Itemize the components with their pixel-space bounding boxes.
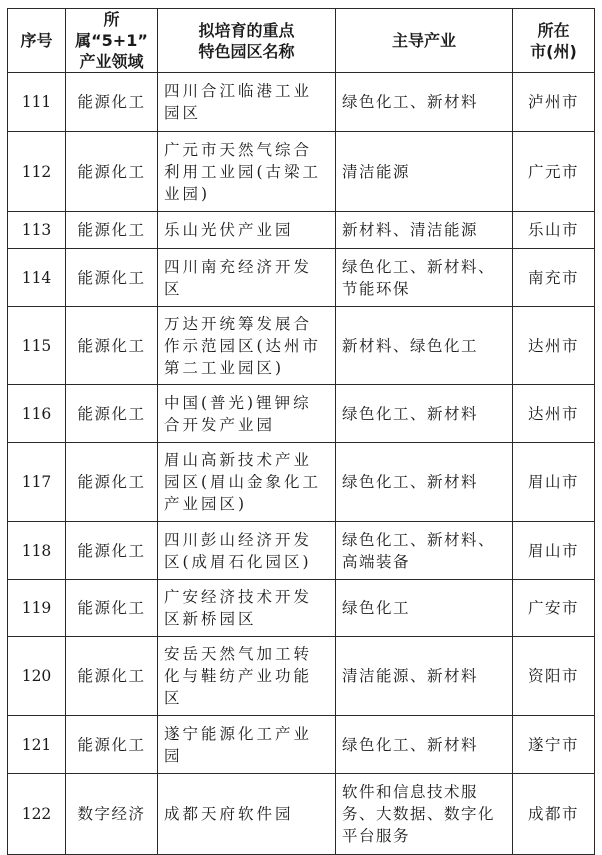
row-park-name: 成都天府软件园: [158, 774, 336, 855]
row-number: 115: [8, 307, 66, 385]
row-park-name: 四川南充经济开发区: [158, 249, 336, 307]
row-domain: 能源化工: [66, 307, 158, 385]
row-industry: 绿色化工、新材料、高端装备: [336, 522, 513, 580]
row-industry: 新材料、清洁能源: [336, 212, 513, 249]
row-industry: 绿色化工、新材料: [336, 73, 513, 132]
row-city: 眉山市: [513, 522, 595, 580]
row-city: 广元市: [513, 132, 595, 212]
row-domain: 能源化工: [66, 132, 158, 212]
table-row: [8, 637, 595, 716]
row-number: 118: [8, 522, 66, 580]
table-header-row: [8, 9, 595, 73]
table-row: [8, 774, 595, 855]
header-city-line2: 市(州): [530, 41, 577, 61]
row-number: 116: [8, 385, 66, 443]
row-domain: 数字经济: [66, 774, 158, 855]
row-industry: 绿色化工、新材料: [336, 716, 513, 774]
header-city-line1: 所在: [537, 20, 570, 40]
row-industry: 软件和信息技术服务、大数据、数字化平台服务: [336, 774, 513, 855]
row-city: 成都市: [513, 774, 595, 855]
row-domain: 能源化工: [66, 580, 158, 637]
table-row: [8, 132, 595, 212]
table-row: [8, 73, 595, 132]
row-domain: 能源化工: [66, 212, 158, 249]
header-park-line1: 拟培育的重点: [198, 20, 295, 40]
row-park-name: 乐山光伏产业园: [158, 212, 336, 249]
row-industry: 清洁能源: [336, 132, 513, 212]
row-domain: 能源化工: [66, 73, 158, 132]
row-number: 122: [8, 774, 66, 855]
row-domain: 能源化工: [66, 443, 158, 522]
header-park: [158, 9, 336, 73]
row-domain: 能源化工: [66, 385, 158, 443]
header-domain-line1: 所属“5+1”: [75, 10, 148, 50]
header-domain: [66, 9, 158, 73]
header-index: 序号: [8, 9, 66, 73]
row-city: 达州市: [513, 385, 595, 443]
row-number: 113: [8, 212, 66, 249]
row-city: 眉山市: [513, 443, 595, 522]
row-number: 121: [8, 716, 66, 774]
table-row: [8, 522, 595, 580]
row-park-name: 中国(普光)锂钾综合开发产业园: [158, 385, 336, 443]
row-domain: 能源化工: [66, 637, 158, 716]
header-city: [513, 9, 595, 73]
row-park-name: 广元市天然气综合利用工业园(古梁工业园): [158, 132, 336, 212]
row-industry: 绿色化工: [336, 580, 513, 637]
row-number: 112: [8, 132, 66, 212]
row-domain: 能源化工: [66, 716, 158, 774]
table-row: [8, 443, 595, 522]
header-park-line2: 特色园区名称: [198, 41, 295, 61]
row-industry: 绿色化工、新材料: [336, 443, 513, 522]
row-industry: 清洁能源、新材料: [336, 637, 513, 716]
header-domain-line2: 产业领域: [79, 52, 144, 71]
table-row: [8, 249, 595, 307]
row-city: 资阳市: [513, 637, 595, 716]
row-park-name: 眉山高新技术产业园区(眉山金象化工产业园区): [158, 443, 336, 522]
row-domain: 能源化工: [66, 249, 158, 307]
row-number: 117: [8, 443, 66, 522]
row-city: 泸州市: [513, 73, 595, 132]
row-park-name: 四川合江临港工业园区: [158, 73, 336, 132]
row-number: 111: [8, 73, 66, 132]
row-city: 乐山市: [513, 212, 595, 249]
table-row: [8, 716, 595, 774]
row-park-name: 安岳天然气加工转化与鞋纺产业功能区: [158, 637, 336, 716]
row-park-name: 广安经济技术开发区新桥园区: [158, 580, 336, 637]
row-domain: 能源化工: [66, 522, 158, 580]
row-industry: 绿色化工、新材料: [336, 385, 513, 443]
row-city: 遂宁市: [513, 716, 595, 774]
row-number: 120: [8, 637, 66, 716]
parks-table: [7, 8, 595, 855]
row-city: 南充市: [513, 249, 595, 307]
table-row: [8, 307, 595, 385]
table-row: [8, 212, 595, 249]
row-number: 114: [8, 249, 66, 307]
row-city: 达州市: [513, 307, 595, 385]
header-industry: 主导产业: [336, 9, 513, 73]
row-number: 119: [8, 580, 66, 637]
table-row: [8, 580, 595, 637]
table-row: [8, 385, 595, 443]
row-industry: 绿色化工、新材料、节能环保: [336, 249, 513, 307]
row-park-name: 万达开统筹发展合作示范园区(达州市第二工业园区): [158, 307, 336, 385]
row-industry: 新材料、绿色化工: [336, 307, 513, 385]
row-city: 广安市: [513, 580, 595, 637]
row-park-name: 遂宁能源化工产业园: [158, 716, 336, 774]
row-park-name: 四川彭山经济开发区(成眉石化园区): [158, 522, 336, 580]
